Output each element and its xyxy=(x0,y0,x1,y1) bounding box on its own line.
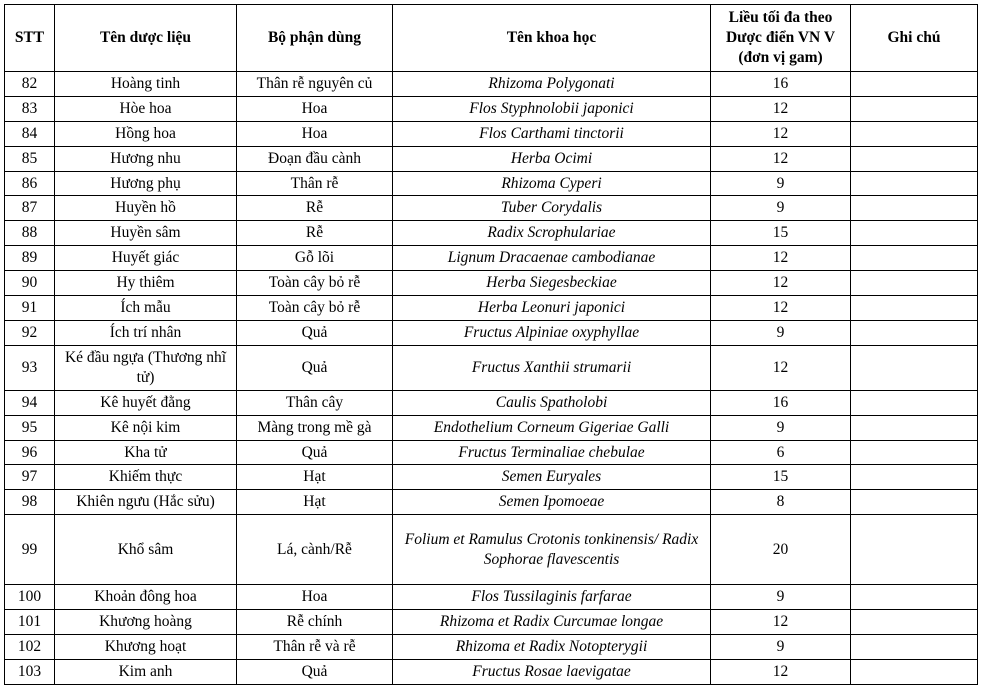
cell-stt: 103 xyxy=(5,659,55,684)
cell-name: Khoản đông hoa xyxy=(55,585,237,610)
header-note: Ghi chú xyxy=(851,5,978,72)
table-row xyxy=(5,171,978,196)
cell-scientific-name: Lignum Dracaenae cambodianae xyxy=(393,246,711,271)
cell-scientific-name: Flos Carthami tinctorii xyxy=(393,121,711,146)
cell-dose: 15 xyxy=(711,221,851,246)
cell-dose: 9 xyxy=(711,171,851,196)
cell-stt: 101 xyxy=(5,610,55,635)
cell-part: Toàn cây bỏ rễ xyxy=(237,271,393,296)
cell-dose: 12 xyxy=(711,659,851,684)
cell-stt: 85 xyxy=(5,146,55,171)
cell-dose: 6 xyxy=(711,440,851,465)
header-stt: STT xyxy=(5,5,55,72)
cell-stt: 90 xyxy=(5,271,55,296)
cell-stt: 82 xyxy=(5,72,55,97)
cell-stt: 99 xyxy=(5,515,55,585)
cell-scientific-name: Fructus Xanthii strumarii xyxy=(393,345,711,390)
cell-dose: 12 xyxy=(711,296,851,321)
cell-dose: 12 xyxy=(711,96,851,121)
cell-note xyxy=(851,440,978,465)
cell-stt: 94 xyxy=(5,390,55,415)
cell-part: Gỗ lõi xyxy=(237,246,393,271)
table-row xyxy=(5,196,978,221)
table-row xyxy=(5,610,978,635)
cell-dose: 9 xyxy=(711,196,851,221)
cell-name: Huyết giác xyxy=(55,246,237,271)
cell-scientific-name: Rhizoma et Radix Notopterygii xyxy=(393,635,711,660)
cell-stt: 88 xyxy=(5,221,55,246)
cell-part: Đoạn đầu cành xyxy=(237,146,393,171)
cell-dose: 9 xyxy=(711,635,851,660)
cell-dose: 12 xyxy=(711,121,851,146)
cell-note xyxy=(851,415,978,440)
cell-part: Quả xyxy=(237,440,393,465)
cell-stt: 89 xyxy=(5,246,55,271)
cell-dose: 16 xyxy=(711,72,851,97)
cell-name: Ích trí nhân xyxy=(55,320,237,345)
table-row xyxy=(5,296,978,321)
cell-scientific-name: Tuber Corydalis xyxy=(393,196,711,221)
table-row xyxy=(5,72,978,97)
cell-name: Khương hoàng xyxy=(55,610,237,635)
cell-name: Khiếm thực xyxy=(55,465,237,490)
cell-dose: 16 xyxy=(711,390,851,415)
cell-stt: 95 xyxy=(5,415,55,440)
cell-stt: 87 xyxy=(5,196,55,221)
cell-note xyxy=(851,635,978,660)
herbal-dosage-table xyxy=(4,4,978,685)
cell-part: Rễ xyxy=(237,221,393,246)
table-row xyxy=(5,221,978,246)
cell-scientific-name: Herba Siegesbeckiae xyxy=(393,271,711,296)
cell-note xyxy=(851,296,978,321)
cell-part: Thân rễ nguyên củ xyxy=(237,72,393,97)
cell-dose: 12 xyxy=(711,345,851,390)
cell-dose: 20 xyxy=(711,515,851,585)
cell-scientific-name: Semen Ipomoeae xyxy=(393,490,711,515)
cell-name: Hoàng tinh xyxy=(55,72,237,97)
cell-scientific-name: Caulis Spatholobi xyxy=(393,390,711,415)
cell-part: Lá, cành/Rễ xyxy=(237,515,393,585)
cell-name: Kha tử xyxy=(55,440,237,465)
cell-part: Hoa xyxy=(237,96,393,121)
cell-scientific-name: Flos Tussilaginis farfarae xyxy=(393,585,711,610)
cell-name: Hòe hoa xyxy=(55,96,237,121)
table-row xyxy=(5,440,978,465)
cell-note xyxy=(851,171,978,196)
cell-stt: 91 xyxy=(5,296,55,321)
cell-part: Rễ chính xyxy=(237,610,393,635)
table-row xyxy=(5,465,978,490)
cell-scientific-name: Flos Styphnolobii japonici xyxy=(393,96,711,121)
cell-name: Kê huyết đằng xyxy=(55,390,237,415)
cell-part: Quả xyxy=(237,320,393,345)
cell-name: Hồng hoa xyxy=(55,121,237,146)
table-row xyxy=(5,345,978,390)
cell-part: Rễ xyxy=(237,196,393,221)
cell-stt: 84 xyxy=(5,121,55,146)
table-row xyxy=(5,271,978,296)
cell-name: Khiên ngưu (Hắc sửu) xyxy=(55,490,237,515)
cell-part: Hoa xyxy=(237,585,393,610)
cell-scientific-name: Radix Scrophulariae xyxy=(393,221,711,246)
cell-part: Hoa xyxy=(237,121,393,146)
header-scientific-name: Tên khoa học xyxy=(393,5,711,72)
cell-note xyxy=(851,72,978,97)
cell-stt: 92 xyxy=(5,320,55,345)
cell-part: Màng trong mề gà xyxy=(237,415,393,440)
cell-name: Hương phụ xyxy=(55,171,237,196)
cell-scientific-name: Fructus Rosae laevigatae xyxy=(393,659,711,684)
cell-dose: 9 xyxy=(711,585,851,610)
cell-note xyxy=(851,465,978,490)
cell-stt: 83 xyxy=(5,96,55,121)
cell-dose: 12 xyxy=(711,246,851,271)
cell-note xyxy=(851,221,978,246)
table-row xyxy=(5,320,978,345)
table-row xyxy=(5,635,978,660)
cell-dose: 12 xyxy=(711,146,851,171)
cell-note xyxy=(851,659,978,684)
cell-dose: 12 xyxy=(711,271,851,296)
cell-stt: 100 xyxy=(5,585,55,610)
cell-dose: 9 xyxy=(711,415,851,440)
cell-scientific-name: Rhizoma Polygonati xyxy=(393,72,711,97)
cell-scientific-name: Folium et Ramulus Crotonis tonkinensis/ Radix Sophorae flavescentis xyxy=(393,515,711,585)
cell-note xyxy=(851,610,978,635)
cell-note xyxy=(851,121,978,146)
cell-part: Thân rễ xyxy=(237,171,393,196)
table-row xyxy=(5,146,978,171)
cell-note xyxy=(851,390,978,415)
cell-note xyxy=(851,320,978,345)
cell-name: Kim anh xyxy=(55,659,237,684)
cell-note xyxy=(851,585,978,610)
cell-stt: 96 xyxy=(5,440,55,465)
cell-scientific-name: Semen Euryales xyxy=(393,465,711,490)
header-row xyxy=(5,5,978,72)
cell-stt: 93 xyxy=(5,345,55,390)
cell-scientific-name: Fructus Terminaliae chebulae xyxy=(393,440,711,465)
cell-name: Kê nội kim xyxy=(55,415,237,440)
cell-note xyxy=(851,146,978,171)
cell-part: Hạt xyxy=(237,465,393,490)
cell-stt: 102 xyxy=(5,635,55,660)
cell-note xyxy=(851,246,978,271)
header-max-dose: Liều tối đa theo Dược điển VN V (đơn vị gam) xyxy=(711,5,851,72)
cell-dose: 15 xyxy=(711,465,851,490)
cell-stt: 98 xyxy=(5,490,55,515)
cell-part: Quả xyxy=(237,345,393,390)
cell-name: Khổ sâm xyxy=(55,515,237,585)
table-row xyxy=(5,490,978,515)
table-row xyxy=(5,96,978,121)
table-row xyxy=(5,246,978,271)
cell-part: Thân rễ và rễ xyxy=(237,635,393,660)
cell-name: Huyền hồ xyxy=(55,196,237,221)
cell-note xyxy=(851,345,978,390)
cell-note xyxy=(851,490,978,515)
cell-stt: 86 xyxy=(5,171,55,196)
cell-scientific-name: Rhizoma Cyperi xyxy=(393,171,711,196)
table-row xyxy=(5,585,978,610)
cell-note xyxy=(851,96,978,121)
cell-name: Ké đầu ngựa (Thương nhĩ tử) xyxy=(55,345,237,390)
cell-name: Hy thiêm xyxy=(55,271,237,296)
cell-part: Thân cây xyxy=(237,390,393,415)
cell-scientific-name: Endothelium Corneum Gigeriae Galli xyxy=(393,415,711,440)
cell-scientific-name: Herba Leonuri japonici xyxy=(393,296,711,321)
cell-scientific-name: Herba Ocimi xyxy=(393,146,711,171)
cell-dose: 8 xyxy=(711,490,851,515)
cell-scientific-name: Fructus Alpiniae oxyphyllae xyxy=(393,320,711,345)
cell-scientific-name: Rhizoma et Radix Curcumae longae xyxy=(393,610,711,635)
cell-name: Khương hoạt xyxy=(55,635,237,660)
table-row xyxy=(5,659,978,684)
cell-name: Hương nhu xyxy=(55,146,237,171)
header-part: Bộ phận dùng xyxy=(237,5,393,72)
table-row xyxy=(5,121,978,146)
table-row xyxy=(5,515,978,585)
cell-note xyxy=(851,515,978,585)
cell-part: Toàn cây bỏ rễ xyxy=(237,296,393,321)
cell-part: Quả xyxy=(237,659,393,684)
cell-name: Ích mẫu xyxy=(55,296,237,321)
table-row xyxy=(5,390,978,415)
cell-stt: 97 xyxy=(5,465,55,490)
header-name: Tên dược liệu xyxy=(55,5,237,72)
cell-part: Hạt xyxy=(237,490,393,515)
cell-note xyxy=(851,271,978,296)
cell-dose: 9 xyxy=(711,320,851,345)
cell-dose: 12 xyxy=(711,610,851,635)
cell-name: Huyền sâm xyxy=(55,221,237,246)
cell-note xyxy=(851,196,978,221)
table-row xyxy=(5,415,978,440)
